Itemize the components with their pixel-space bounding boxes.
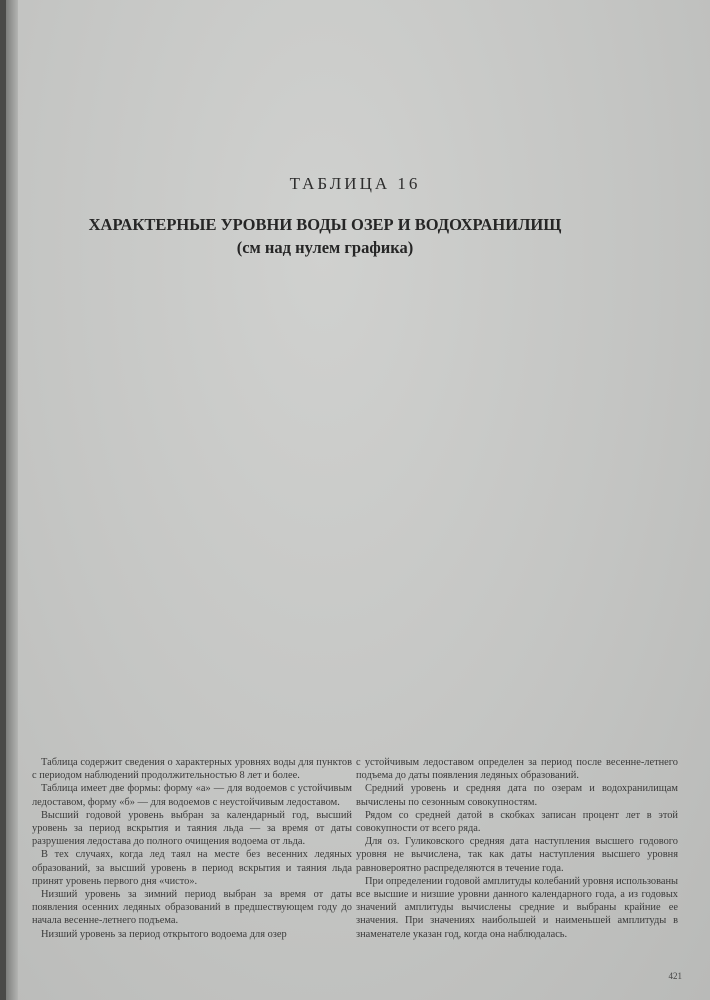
paragraph: с устойчивым ледоставом определен за период после весенне-летнего подъема до даты появления ледяных образований. (356, 757, 678, 782)
paragraph: Высший годовой уровень выбран за календарный год, высший уровень за период вскрытия и таяния льда — за время от даты разрушения ледостава до полного очищения водоема от льда. (32, 809, 352, 848)
heading-line-2: (см над нулем графика) (236, 238, 414, 257)
left-text-column (32, 756, 352, 941)
table-label: ТАБЛИЦА 16 (289, 174, 421, 193)
paragraph: Рядом со средней датой в скобках записан процент лет в этой совокупности от всего ряда. (356, 809, 678, 835)
paragraph: Таблица имеет две формы: форму «а» — для водоемов с устойчивым ледоставом, форму «б» — для водоемов с неустойчивым ледоставом. (32, 783, 352, 808)
paragraph: Средний уровень и средняя дата по озерам и водохранилищам вычислены по сезонным совокупностям. (356, 783, 678, 808)
paragraph: При определении годовой амплитуды колебаний уровня использованы все высшие и низшие уровни данного календарного года, а из годовых значений амплитуды вычислены средние и выбраны крайние ее значения. При значениях наибольшей и наименьшей амплитуды в знаменателе указан год, когда она наблюдалась. (356, 875, 678, 940)
paragraph: В тех случаях, когда лед таял на месте без весенних ледяных образований, за высший уровень в период вскрытия и таяния льда принят уровень первого дня «чисто». (32, 849, 352, 887)
paragraph: Низший уровень за период открытого водоема для озер (41, 928, 287, 940)
paragraph: Таблица содержит сведения о характерных уровнях воды для пунктов с периодом наблюдений продолжительностью 8 лет и более. (32, 757, 352, 782)
heading-line-1: ХАРАКТЕРНЫЕ УРОВНИ ВОДЫ ОЗЕР И ВОДОХРАНИЛИЩ (88, 215, 562, 234)
paragraph: Низший уровень за зимний период выбран за время от даты появления осенних ледяных образований в предшествующем году до начала весенне-летнего подъема. (32, 889, 352, 927)
paragraph: Для оз. Гуликовского средняя дата наступления высшего годового уровня не вычислена, так как даты наступления высшего уровня равновероятно распределяются в течение года. (356, 836, 678, 874)
page-binding-edge (6, 0, 18, 1000)
table-heading (0, 213, 650, 259)
page-number: 421 (668, 971, 682, 981)
right-text-column (356, 756, 678, 941)
